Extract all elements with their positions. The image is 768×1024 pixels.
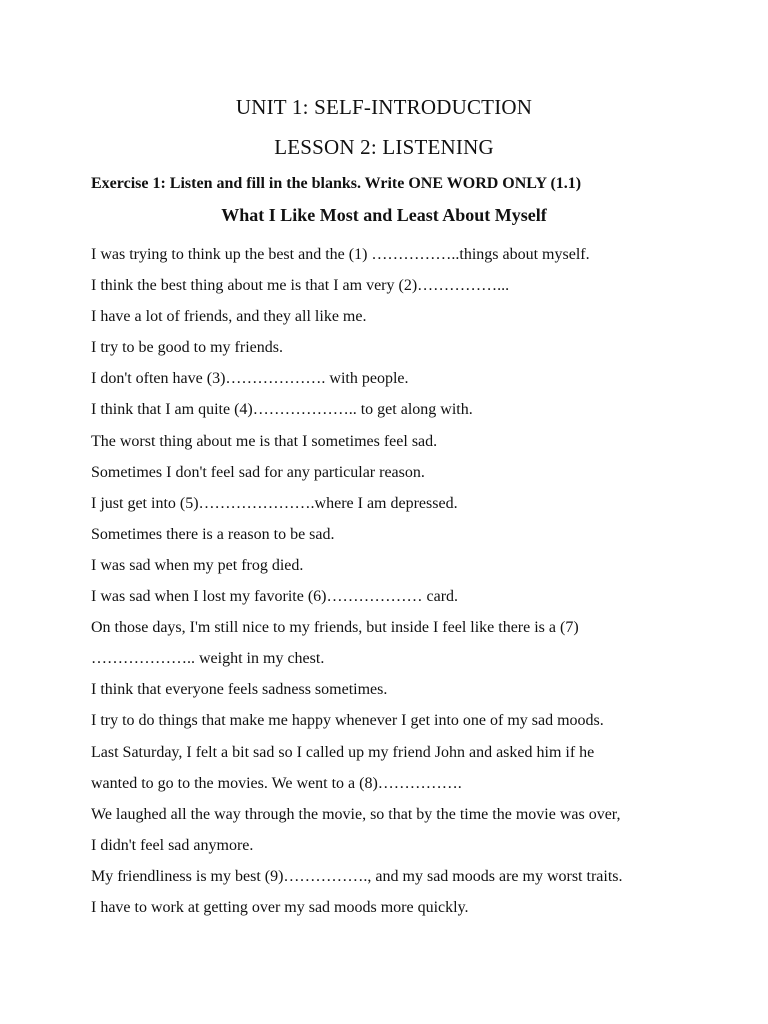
passage-line: Sometimes I don't feel sad for any particular reason. [91, 463, 425, 481]
passage-line: I think that everyone feels sadness sometimes. [91, 681, 388, 699]
passage-line: I try to do things that make me happy whenever I get into one of my sad moods. [91, 712, 604, 730]
passage-line: I was sad when I lost my favorite (6)……………… card. [91, 588, 459, 606]
passage-line: Sometimes there is a reason to be sad. [91, 525, 335, 543]
passage-line: I have to work at getting over my sad moods more quickly. [91, 898, 469, 916]
passage-line: I don't often have (3)………………. with people. [91, 370, 409, 388]
passage-line: The worst thing about me is that I sometimes feel sad. [91, 432, 438, 450]
passage-line: I have a lot of friends, and they all like me. [91, 308, 367, 326]
passage-text [91, 239, 741, 923]
passage-line: ……………….. weight in my chest. [91, 650, 325, 668]
lesson-title: LESSON 2: LISTENING [274, 135, 494, 159]
passage-line: My friendliness is my best (9)……………., and my sad moods are my worst traits. [91, 867, 623, 885]
passage-line: I think that I am quite (4)……………….. to get along with. [91, 401, 473, 419]
passage-line: wanted to go to the movies. We went to a (8)……………. [91, 774, 462, 792]
passage-line: I was trying to think up the best and the (1) ……………..things about myself. [91, 246, 590, 263]
passage-line: We laughed all the way through the movie, so that by the time the movie was over, [91, 805, 621, 823]
passage-line: I just get into (5)………………….where I am depressed. [91, 494, 458, 512]
passage-line: Last Saturday, I felt a bit sad so I called up my friend John and asked him if he [91, 743, 595, 761]
passage-line: I didn't feel sad anymore. [91, 836, 254, 854]
passage-line: I was sad when my pet frog died. [91, 556, 304, 574]
unit-title: UNIT 1: SELF-INTRODUCTION [235, 95, 533, 119]
passage-line: I think the best thing about me is that I am very (2)……………... [91, 277, 510, 295]
passage-title: What I Like Most and Least About Myself [221, 205, 547, 225]
passage-line: I try to be good to my friends. [91, 339, 283, 357]
passage-line: On those days, I'm still nice to my friends, but inside I feel like there is a (7) [91, 619, 579, 637]
exercise-instruction: Exercise 1: Listen and fill in the blanks. Write ONE WORD ONLY (1.1) [91, 175, 582, 192]
